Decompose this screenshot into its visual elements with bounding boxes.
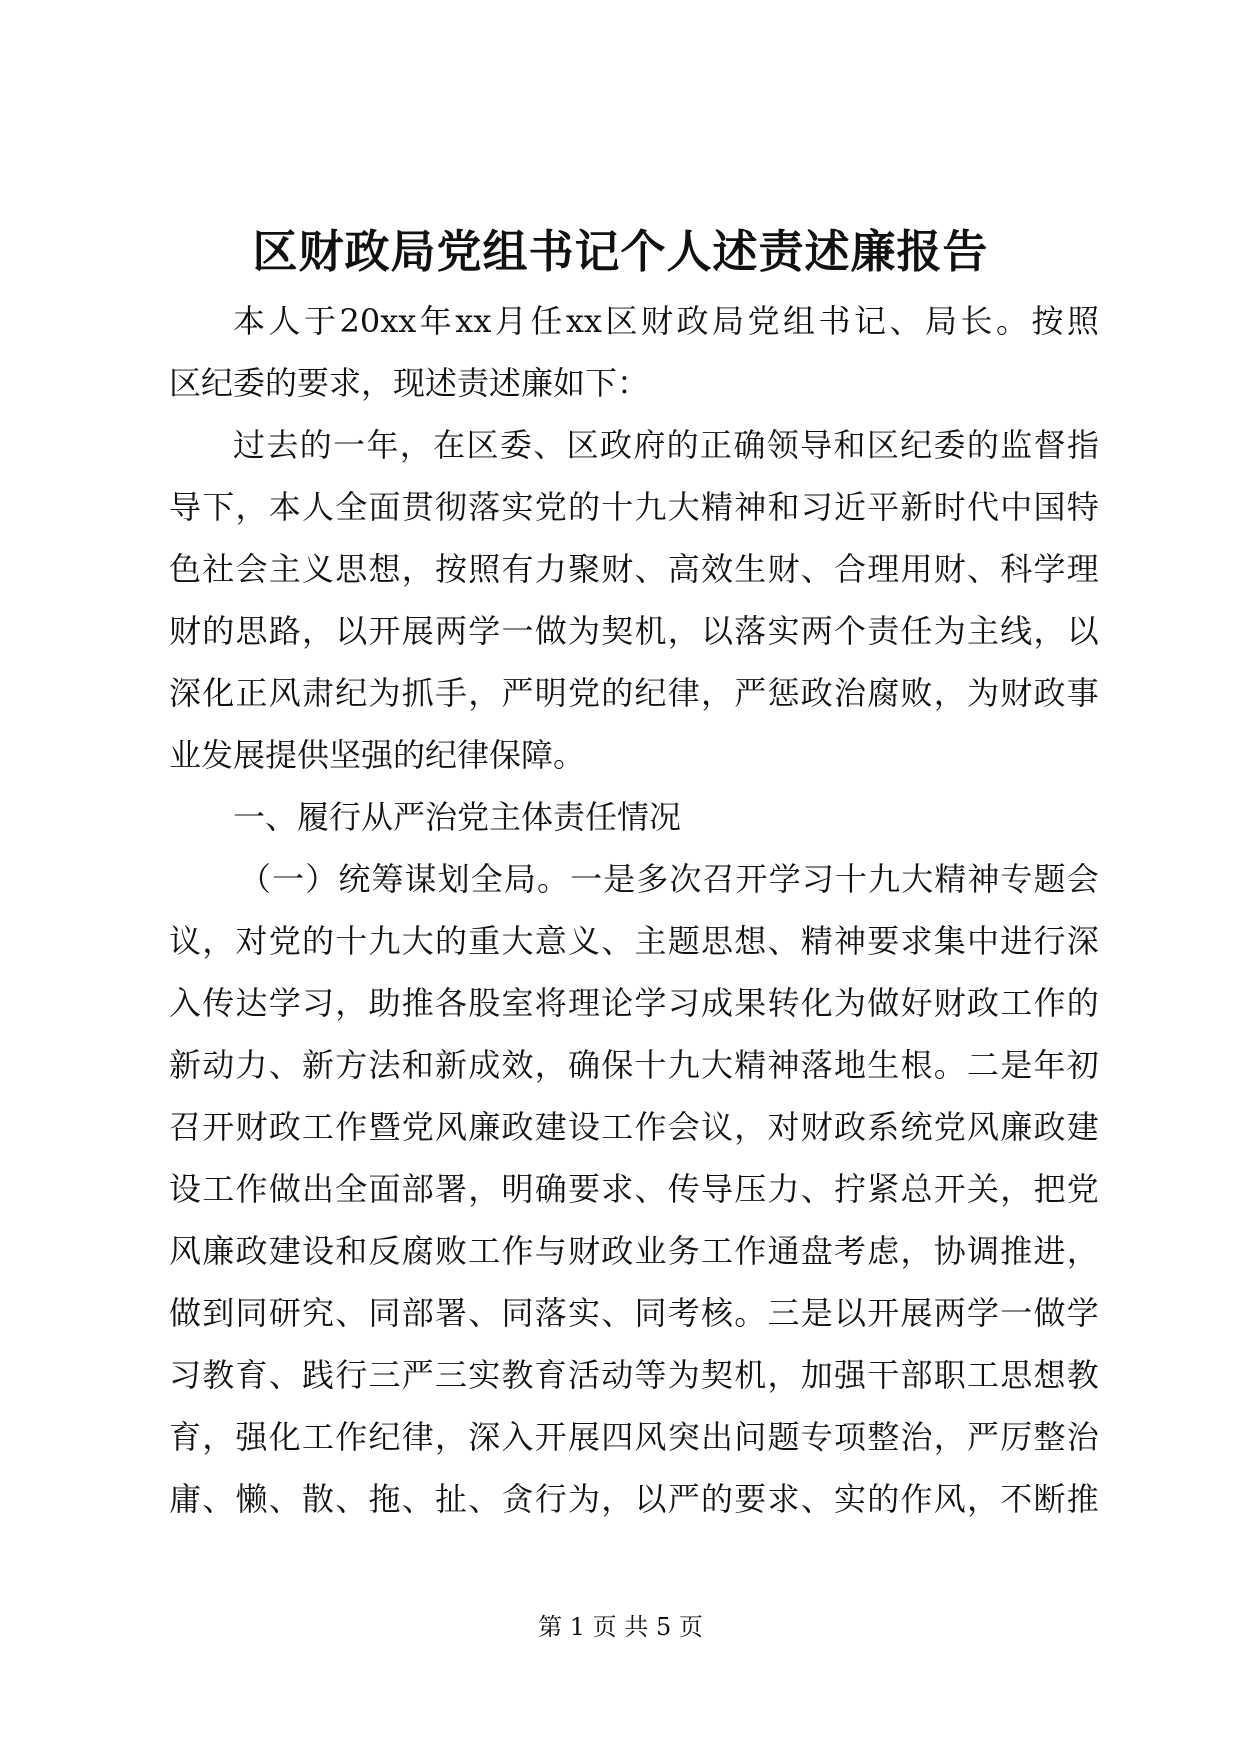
body-line: 业发展提供坚强的纪律保障。: [169, 736, 586, 774]
body-line: 深 化 正 风 肃 纪 为 抓 手 ， 严 明 党 的 纪 律 ， 严 惩 政 治 腐 败 ， 为 财 政 事: [169, 674, 1099, 712]
body-line: 导 下 ， 本 人 全 面 贯 彻 落 实 党 的 十 九 大 精 神 和 习 近 平 新 时 代 中 国 特: [169, 488, 1099, 526]
body-line: 色 社 会 主 义 思 想 ， 按 照 有 力 聚 财 、 高 效 生 财 、 合 理 用 财 、 科 学 理: [169, 550, 1099, 588]
body-line: 区纪委的要求，现述责述廉如下：: [169, 364, 650, 402]
body-line: 召 开 财 政 工 作 暨 党 风 廉 政 建 设 工 作 会 议 ， 对 财 政 系 统 党 风 廉 政 建: [169, 1108, 1099, 1146]
body-line: 入 传 达 学 习 ， 助 推 各 股 室 将 理 论 学 习 成 果 转 化 为 做 好 财 政 工 作 的: [169, 984, 1099, 1022]
body-line: 风 廉 政 建 设 和 反 腐 败 工 作 与 财 政 业 务 工 作 通 盘 考 虑 ， 协 调 推 进 ，: [169, 1232, 1099, 1270]
body-line: 习 教 育 、 践 行 三 严 三 实 教 育 活 动 等 为 契 机 ， 加 强 干 部 职 工 思 想 教: [169, 1356, 1099, 1394]
body-line: 一、履行从严治党主体责任情况: [233, 798, 682, 836]
body-line: 过 去 的 一 年 ， 在 区 委 、 区 政 府 的 正 确 领 导 和 区 纪 委 的 监 督 指: [233, 426, 1099, 464]
body-line: （ 一 ） 统 筹 谋 划 全 局 。 一 是 多 次 召 开 学 习 十 九 大 精 神 专 题 会: [239, 860, 1099, 898]
body-line: 庸 、 懒 、 散 、 拖 、 扯 、 贪 行 为 ， 以 严 的 要 求 、 实 的 作 风 ， 不 断 推: [169, 1480, 1099, 1518]
body-line: 做 到 同 研 究 、 同 部 署 、 同 落 实 、 同 考 核 。 三 是 以 开 展 两 学 一 做 学: [169, 1294, 1099, 1332]
body-line: 本 人 于 20xx 年 xx 月 任 xx 区 财 政 局 党 组 书 记 、 局 长 。 按 照: [233, 302, 1099, 340]
body-line: 财 的 思 路 ， 以 开 展 两 学 一 做 为 契 机 ， 以 落 实 两 个 责 任 为 主 线 ， 以: [169, 612, 1099, 650]
body-line: 设 工 作 做 出 全 面 部 署 ， 明 确 要 求 、 传 导 压 力 、 拧 紧 总 开 关 ， 把 党: [169, 1170, 1099, 1208]
body-line: 议 ， 对 党 的 十 九 大 的 重 大 意 义 、 主 题 思 想 、 精 神 要 求 集 中 进 行 深: [169, 922, 1099, 960]
body-line: 新 动 力 、 新 方 法 和 新 成 效 ， 确 保 十 九 大 精 神 落 地 生 根 。 二 是 年 初: [169, 1046, 1099, 1084]
document-body: [169, 290, 1099, 1530]
body-line: 育 ， 强 化 工 作 纪 律 ， 深 入 开 展 四 风 突 出 问 题 专 项 整 治 ， 严 厉 整 治: [169, 1418, 1099, 1456]
document-title: 区财政局党组书记个人述责述廉报告: [252, 225, 989, 278]
page-footer: 第 1 页 共 5 页: [538, 1613, 703, 1641]
